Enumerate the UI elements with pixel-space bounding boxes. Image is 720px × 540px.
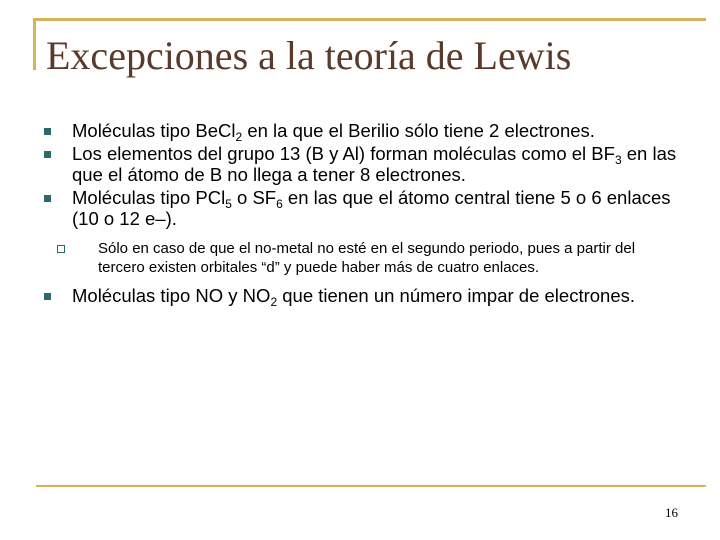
hollow-square-bullet-icon <box>57 245 65 253</box>
square-bullet-icon <box>44 151 51 158</box>
bullet-item-no-no2: Moléculas tipo NO y $NO_2$ que tienen un número impar de electrones. <box>40 285 680 306</box>
sub-bullet-item: Sólo en caso de que el no-metal no esté en el segundo periodo, pues a partir del tercero existen orbitales “d” y puede haber más de cuatro enlaces. <box>98 239 680 277</box>
square-bullet-icon <box>44 293 51 300</box>
frame-top-line <box>33 18 706 21</box>
square-bullet-icon <box>44 195 51 202</box>
page-number: 16 <box>665 505 678 520</box>
slide-content <box>40 120 680 309</box>
bullet-item-becl2: Moléculas tipo BeCl$_2$ en la que el Berilio sólo tiene 2 electrones. <box>40 120 680 141</box>
frame-left-line <box>33 18 36 70</box>
square-bullet-icon <box>44 128 51 135</box>
slide-title: Excepciones a la teoría de Lewis <box>46 33 572 78</box>
bullet-item-pcl5-sf6: Moléculas tipo PCl$_5$ o $SF_6$ en las que el átomo central tiene 5 o 6 enlaces (10 o 12 e–). <box>40 187 680 229</box>
bullet-item-grupo13: Los elementos del grupo 13 (B y Al) forman moléculas como el $BF_3$ en las que el átomo de B no llega a tener 8 electrones. <box>40 143 680 185</box>
frame-bottom-line <box>36 485 706 487</box>
